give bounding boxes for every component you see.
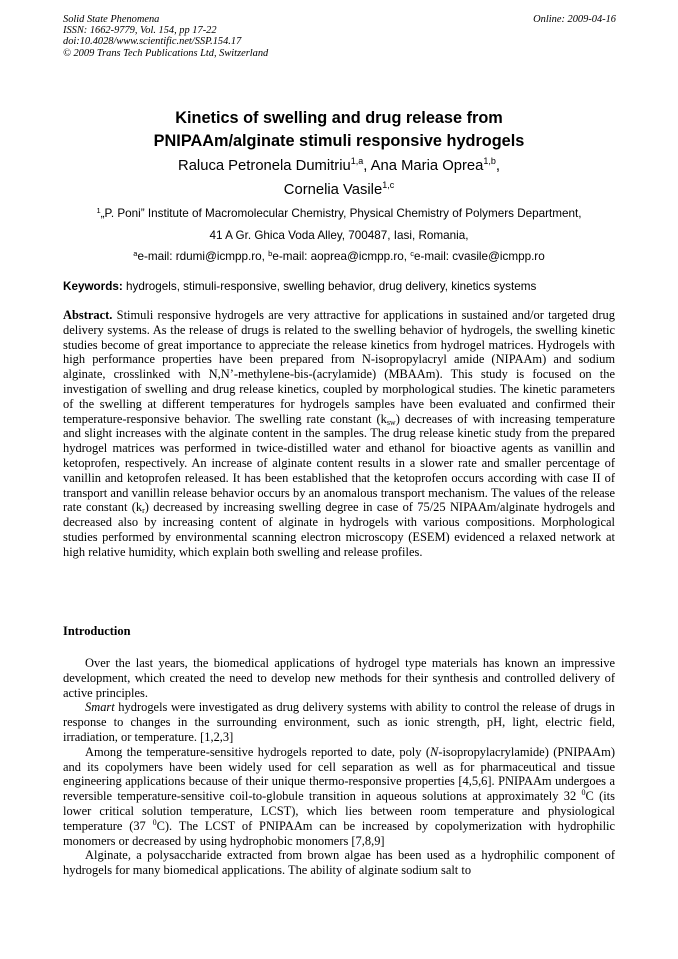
affiliation-sup: 1 [96, 206, 101, 215]
intro-paragraph: Alginate, a polysaccharide extracted from brown algae has been used as a hydrophilic component of hydrogels for many biomedical applications. The ability of alginate sodium salt to [63, 848, 615, 878]
author-sup: 1,a [350, 156, 364, 166]
abstract [63, 308, 615, 560]
superscript: 0 [581, 788, 586, 798]
section-heading: Introduction [63, 624, 131, 638]
email-line [0, 250, 678, 264]
abstract-text: ) decreases of with increasing temperature and slight increases with the alginate content in the samples. The drug release kinetic study from the prepared hydrogel matrices was performed in twice-distilled water and ethanol for bioactive agents as vanillin and ketoprofen, respectively. An increase of alginate content results in a slower rate and smaller percentage of vanillin and ketoprofen released. It has been established that the ketoprofen occurs according with case II of transport and vanillin release behavior occurs by an anomalous transport mechanism. The values of the release rate constant (k [63, 411, 615, 515]
introduction-body [63, 656, 615, 878]
subscript: r [142, 506, 145, 516]
author-name: Ana Maria Oprea [370, 158, 484, 174]
email-b: e-mail: aoprea@icmpp.ro, [272, 250, 411, 263]
paragraph-text: C). The LCST of PNIPAAm can be increased by copolymerization with hydrophilic monomers or decreased by using hydrophobic monomers [7,8,9] [63, 818, 615, 848]
keywords-text: hydrogels, stimuli-responsive, swelling behavior, drug delivery, kinetics systems [122, 280, 537, 293]
paragraph-text: Among the temperature-sensitive hydrogels reported to date, poly ( [85, 744, 431, 759]
email-sup: b [268, 249, 273, 258]
journal-name: Solid State Phenomena [63, 14, 160, 25]
keywords-label: Keywords: [63, 280, 123, 293]
author-name: Cornelia Vasile [283, 182, 383, 198]
italic-text: Smart [85, 700, 115, 715]
paragraph-text: -isopropylacrylamide) (PNIPAAm) and its copolymers have been widely used for cell separation as well as for pharmaceutical and tissue engineering applications because of their unique thermo-responsive properties [4,5,6]. PNIPAAm undergoes a reversible temperature-sensitive coil-to-globule transition in aqueous solutions at approximately 32 [63, 744, 615, 804]
email-sup: c [410, 249, 414, 258]
subscript: sw [386, 417, 396, 427]
paragraph-text: hydrogels were investigated as drug delivery systems with ability to control the release of drugs in response to changes in the surrounding environment, such as ionic strength, pH, light, electric field, irradiation, or temperature. [1,2,3] [63, 700, 615, 744]
paper-title-line-2: PNIPAAm/alginate stimuli responsive hydrogels [153, 132, 525, 150]
author-sup: 1,b [483, 156, 496, 166]
intro-paragraph [63, 700, 615, 744]
paper-title-line-1: Kinetics of swelling and drug release from [175, 109, 503, 127]
abstract-label: Abstract. [63, 308, 113, 322]
superscript: 0 [152, 817, 157, 827]
author-line-1 [0, 157, 678, 175]
author-sup: 1,c [382, 180, 395, 190]
affiliation-line-2: 41 A Gr. Ghica Voda Alley, 700487, Iasi, Romania, [209, 229, 469, 242]
email-sup: a [133, 249, 138, 258]
journal-copyright: © 2009 Trans Tech Publications Ltd, Switzerland [63, 47, 269, 59]
email-c: e-mail: cvasile@icmpp.ro [413, 250, 545, 263]
keywords [63, 280, 615, 294]
abstract-text: ) decreased by increasing swelling degree in case of 75/25 NIPAAm/alginate hydrogels and decreased also by increasing content of alginate in hydrogels with various compositions. Morphological studies performed by environmental scanning electron microscopy (ESEM) evidenced a relaxed network at high relative humidity, which explain both swelling and release profiles. [63, 500, 615, 559]
author-line-2 [0, 181, 678, 199]
intro-paragraph [63, 745, 615, 849]
journal-issn: ISSN: 1662-9779, Vol. 154, pp 17-22 [63, 25, 217, 37]
author-separator: , [363, 158, 371, 174]
online-date: Online: 2009-04-16 [533, 14, 616, 25]
journal-doi: doi:10.4028/www.scientific.net/SSP.154.17 [63, 36, 242, 48]
abstract-paragraph [63, 308, 615, 560]
abstract-text: Stimuli responsive hydrogels are very attractive for applications in sustained and/or targeted drug delivery systems. As the release of drugs is related to the swelling behavior of hydrogels, the swelling kinetic studies become of great importance to appreciate the release kinetics from hydrogel matrices. Hydrogels with high performance properties have been prepared from N-isopropylacryl amide (NIPAAm) and sodium alginate, crosslinked with N,N’-methylene-bis-(acrylamide) (MBAAm). This study is focused on the investigation of swelling and drug release kinetics, coupled by morphological studies. The kinetic parameters of the swelling at different temperatures for hydrogels samples have been evaluated and confirmed their temperature-responsive behavior. The swelling rate constant (k [63, 308, 615, 426]
paragraph-text: C (its lower critical solution temperature, LCST), which lies between room temperature and physiological temperature (37 [63, 789, 615, 833]
intro-paragraph: Over the last years, the biomedical applications of hydrogel type materials has known an impressive development, which created the need to develop new methods for their synthesis and controlled delivery of active principles. [63, 656, 615, 700]
affiliation-line-1 [0, 207, 678, 221]
affiliation-text: „P. Poni” Institute of Macromolecular Chemistry, Physical Chemistry of Polymers Department, [100, 207, 582, 220]
journal-header [63, 14, 268, 59]
email-a: e-mail: rdumi@icmpp.ro, [137, 250, 269, 263]
italic-text: N [430, 744, 439, 759]
author-separator: , [495, 158, 500, 174]
author-name: Raluca Petronela Dumitriu [178, 158, 351, 174]
